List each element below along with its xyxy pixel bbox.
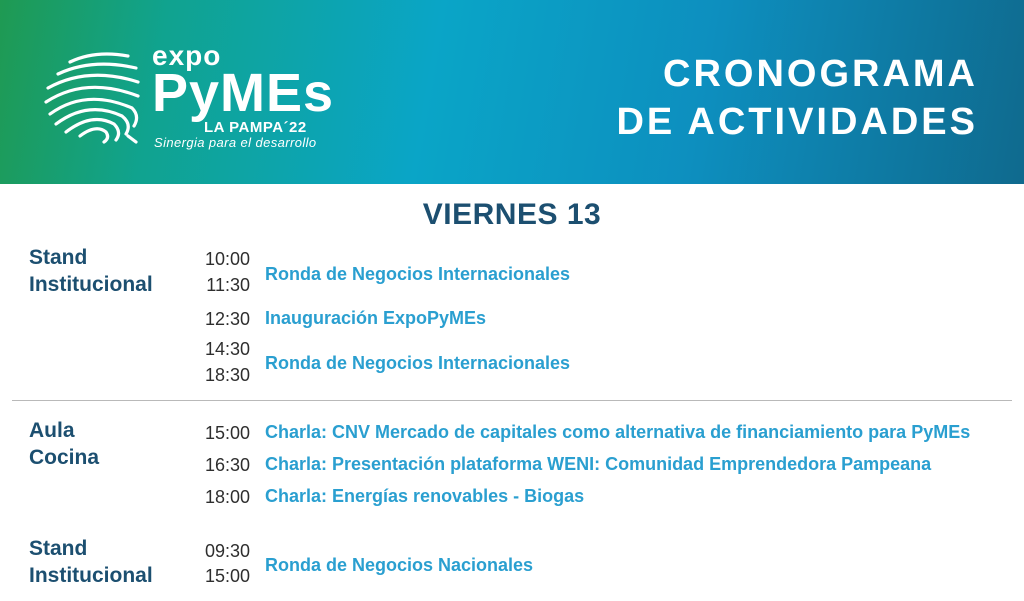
header-banner <box>0 0 1024 184</box>
activity-item: Charla: CNV Mercado de capitales como alternativa de financiamiento para PyMEs <box>265 422 971 442</box>
activity-item: Ronda de Negocios Nacionales <box>265 555 534 575</box>
venue-label <box>29 535 153 589</box>
time-label: 18:00 <box>204 487 250 507</box>
venue-label <box>29 244 153 298</box>
time-label: 12:30 <box>204 309 250 329</box>
day-heading: VIERNES 13 <box>422 198 602 231</box>
logo-pymes-text: PyMEs <box>152 63 335 123</box>
logo-la-pampa-text: LA PAMPA´22 <box>204 119 307 136</box>
logo-tagline: Sinergia para el desarrollo <box>154 135 317 150</box>
time-label: 15:00 <box>204 423 250 443</box>
time-label: 15:00 <box>204 566 250 586</box>
title-line-2: DE ACTIVIDADES <box>616 101 978 143</box>
time-label: 11:30 <box>206 275 250 295</box>
time-label: 14:30 <box>204 339 250 359</box>
section-divider <box>12 400 1012 401</box>
time-label: 10:00 <box>204 249 250 269</box>
page-title <box>616 50 978 146</box>
title-line-1: CRONOGRAMA <box>663 53 978 95</box>
venue-line: Cocina <box>29 446 100 469</box>
activity-item: Charla: Presentación plataforma WENI: Comunidad Emprendedora Pampeana <box>265 454 932 474</box>
fingerprint-icon <box>40 44 144 148</box>
time-label: 18:30 <box>204 365 250 385</box>
logo-expo-text: expo <box>152 40 222 71</box>
activity-item: Inauguración ExpoPyMEs <box>265 308 487 328</box>
venue-label <box>29 417 99 471</box>
activity-item: Ronda de Negocios Internacionales <box>265 353 571 373</box>
venue-line: Institucional <box>29 564 153 587</box>
time-label: 16:30 <box>204 455 250 475</box>
expo-pymes-logo <box>40 38 340 153</box>
time-label: 09:30 <box>204 541 250 561</box>
venue-line: Stand <box>29 537 88 560</box>
venue-line: Institucional <box>29 273 153 296</box>
activity-item: Charla: Energías renovables - Biogas <box>265 486 585 506</box>
venue-line: Stand <box>29 246 88 269</box>
venue-line: Aula <box>29 419 75 442</box>
activity-item: Ronda de Negocios Internacionales <box>265 264 571 284</box>
